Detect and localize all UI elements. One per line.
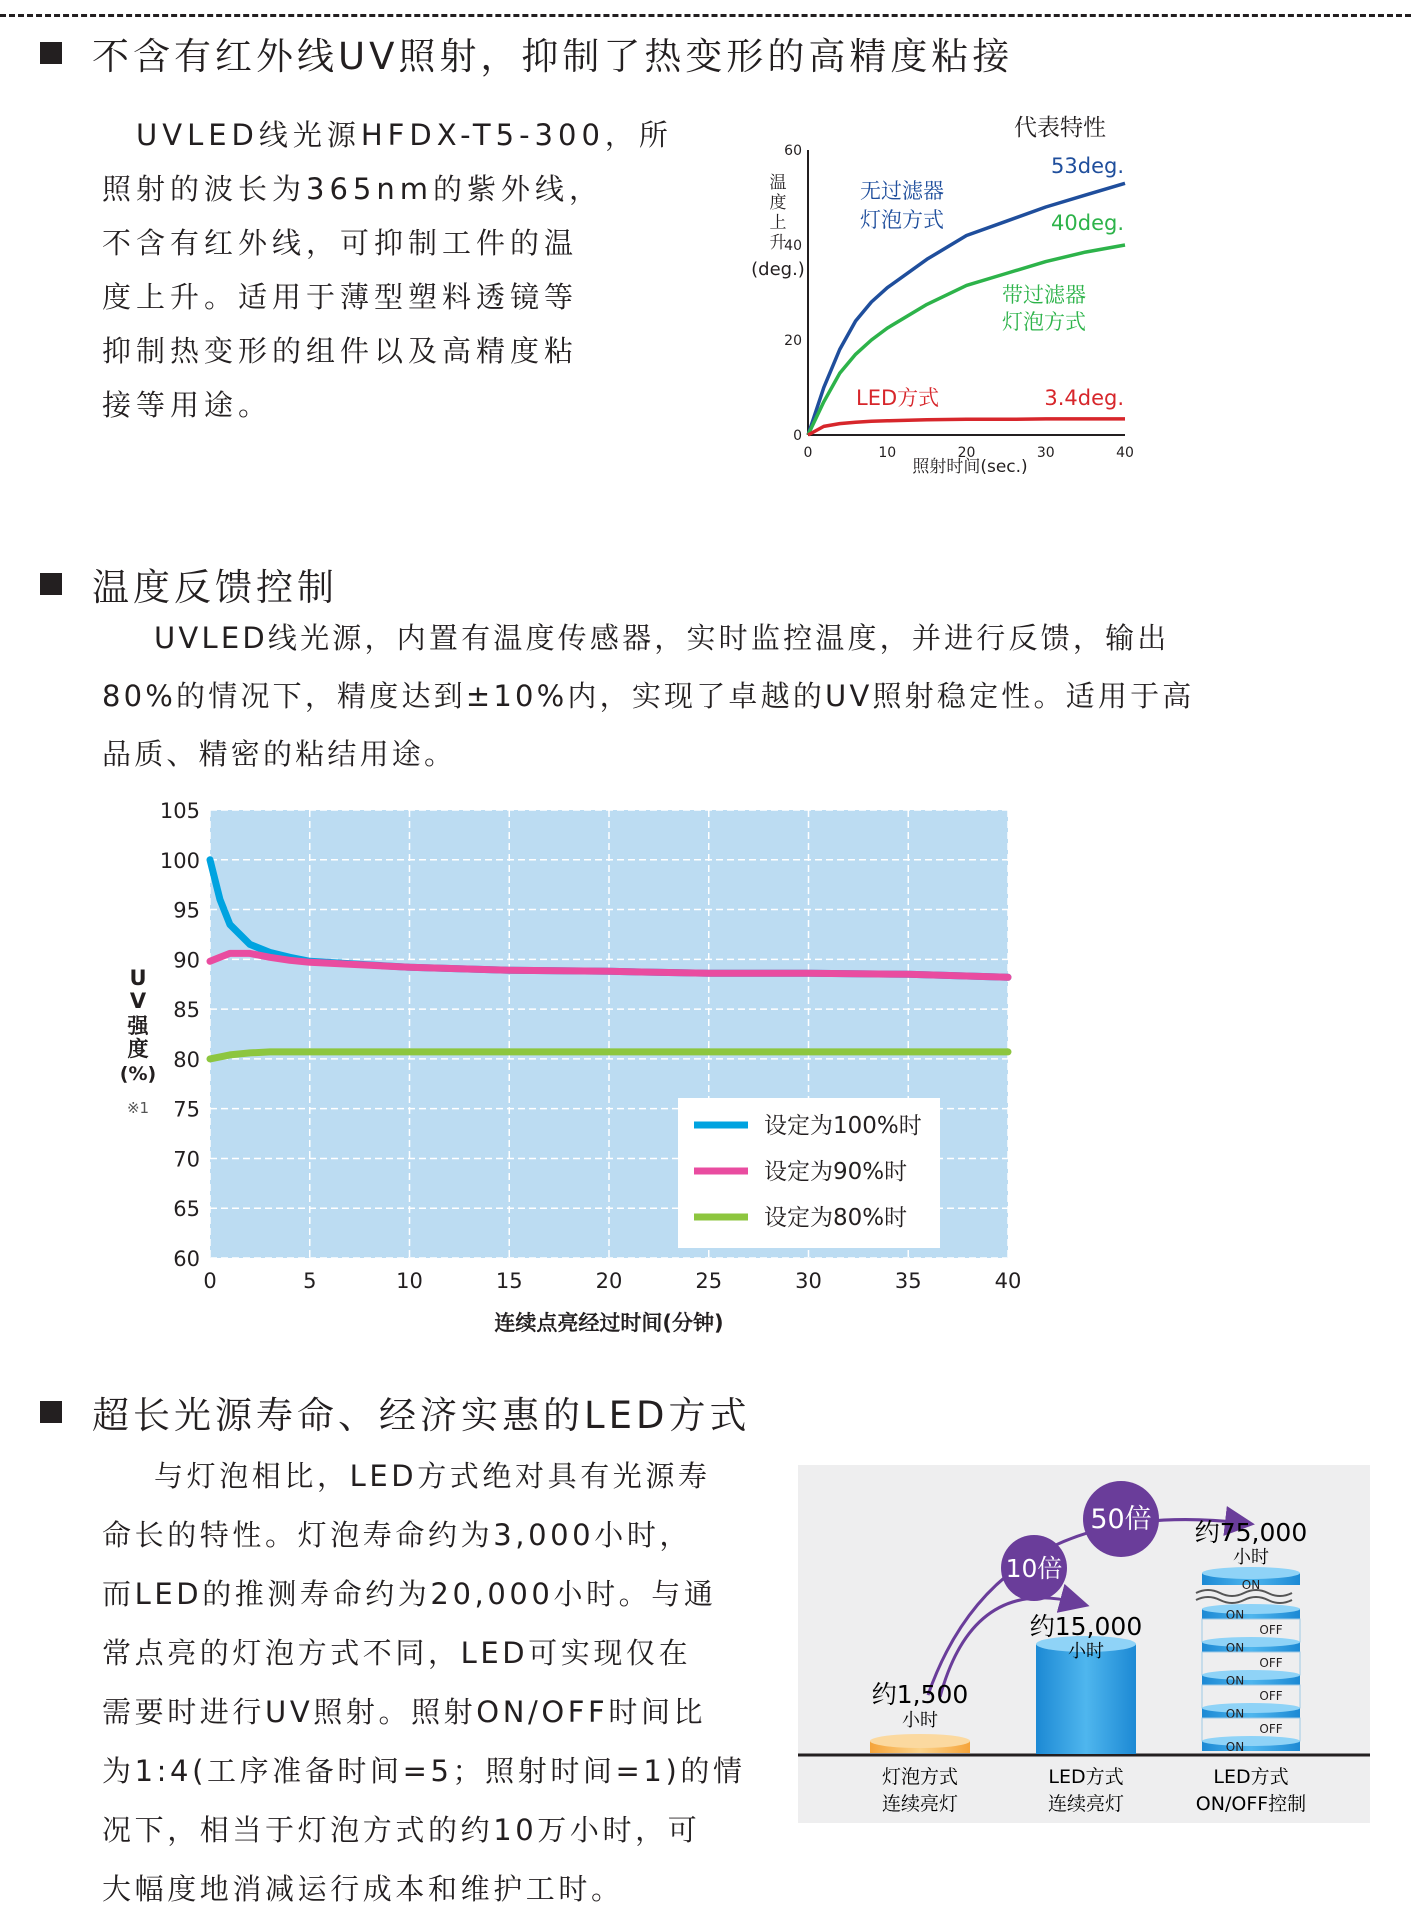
x-tick-label: 20 xyxy=(595,1269,623,1293)
on-label: ON xyxy=(1225,1707,1245,1721)
on-segment-top xyxy=(1202,1604,1300,1614)
x-tick-label: 10 xyxy=(396,1269,423,1293)
onoff-hours: 约75,000 xyxy=(1194,1518,1308,1547)
y-axis-label-part: (deg.) xyxy=(751,259,805,280)
y-axis-label-part: 度 xyxy=(127,1037,149,1061)
y-tick-label: 0 xyxy=(793,428,802,444)
x-axis-label: 连续点亮经过时间(分钟) xyxy=(494,1311,724,1335)
section2-paragraph xyxy=(102,609,1194,783)
paragraph-line: 度上升。适用于薄型塑料透镜等 xyxy=(102,280,579,314)
y-tick-label: 75 xyxy=(173,1097,200,1122)
paragraph-line: 80%的情况下，精度达到±10%内，实现了卓越的UV照射稳定性。适用于高 xyxy=(102,679,1195,713)
y-axis-label-part: U xyxy=(129,966,147,990)
section2-title: 温度反馈控制 xyxy=(92,566,338,609)
x-tick-label: 40 xyxy=(1116,445,1134,461)
on-segment-top xyxy=(1202,1670,1300,1680)
x-tick-label: 0 xyxy=(203,1269,217,1293)
on-label: ON xyxy=(1225,1740,1245,1754)
legend-label-90: 设定为90%时 xyxy=(764,1159,908,1185)
paragraph-line: 况下，相当于灯泡方式的约10万小时，可 xyxy=(102,1813,701,1847)
paragraph-line: 常点亮的灯泡方式不同，LED可实现仅在 xyxy=(102,1636,692,1670)
y-axis-label-part: (%) xyxy=(119,1063,157,1085)
on-label: ON xyxy=(1225,1641,1245,1655)
bulb-cylinder-top xyxy=(870,1734,970,1748)
x-tick-label: 15 xyxy=(495,1269,523,1293)
off-label: OFF xyxy=(1259,1656,1283,1670)
off-label: OFF xyxy=(1259,1722,1283,1736)
bulb-hours: 约1,500 xyxy=(871,1680,969,1709)
y-axis-label xyxy=(120,966,156,1085)
legend-label-100: 设定为100%时 xyxy=(764,1113,922,1139)
x-tick-label: 5 xyxy=(303,1269,317,1293)
paragraph-line: 为1:4(工序准备时间=5；照射时间=1)的情 xyxy=(102,1754,746,1788)
paragraph-line: 需要时进行UV照射。照射ON/OFF时间比 xyxy=(102,1695,707,1729)
x-axis-label: 照射时间(sec.) xyxy=(912,457,1028,477)
value-label-53deg: 53deg. xyxy=(1051,154,1124,178)
lifetime-comparison-diagram xyxy=(798,1465,1370,1823)
y-tick-label: 40 xyxy=(784,238,802,254)
section1-paragraph xyxy=(102,108,673,432)
x-tick-label: 25 xyxy=(695,1269,723,1293)
y-tick-label: 65 xyxy=(173,1197,200,1222)
led-label-line2: 连续亮灯 xyxy=(1047,1793,1125,1815)
y-axis-label-part: 升 xyxy=(769,233,787,253)
y-axis-label-part: 度 xyxy=(769,193,787,213)
y-axis-label-part: 温 xyxy=(769,173,787,193)
annotation-with-filter-line2: 灯泡方式 xyxy=(1002,310,1086,334)
y-axis-label-part: V xyxy=(129,989,147,1013)
y-tick-label: 95 xyxy=(173,898,200,923)
y-tick-label: 60 xyxy=(784,143,802,159)
paragraph-line: 品质、精密的粘结用途。 xyxy=(102,737,457,771)
y-tick-label: 105 xyxy=(159,799,200,823)
on-segment-top xyxy=(1202,1736,1300,1746)
bullet-square-icon xyxy=(40,573,62,595)
chart-legend xyxy=(678,1098,940,1248)
onoff-hours-unit: 小时 xyxy=(1233,1547,1269,1568)
bullet-square-icon xyxy=(40,1401,62,1423)
led-hours-unit: 小时 xyxy=(1068,1641,1104,1662)
on-segment-top xyxy=(1202,1637,1300,1647)
x-tick-label: 0 xyxy=(803,445,813,461)
bullet-square-icon xyxy=(40,42,62,64)
paragraph-line: 不含有红外线，可抑制工件的温 xyxy=(102,226,579,260)
off-label: OFF xyxy=(1259,1623,1283,1637)
paragraph-line: 接等用途。 xyxy=(102,388,273,422)
annotation-no-filter-line1: 无过滤器 xyxy=(860,179,944,203)
badge-50x-label: 50倍 xyxy=(1090,1504,1152,1535)
paragraph-line: 照射的波长为365nm的紫外线， xyxy=(102,172,603,206)
x-tick-label: 40 xyxy=(994,1269,1022,1293)
bulb-hours-unit: 小时 xyxy=(902,1710,938,1731)
section2-header xyxy=(40,557,338,611)
y-tick-label: 70 xyxy=(173,1147,200,1172)
x-tick-label: 20 xyxy=(957,445,976,461)
y-tick-label: 90 xyxy=(173,948,200,973)
led-hours: 约15,000 xyxy=(1029,1612,1143,1641)
section1-header xyxy=(40,26,1013,80)
chart-title: 代表特性 xyxy=(1014,115,1106,141)
paragraph-line: 与灯泡相比，LED方式绝对具有光源寿 xyxy=(154,1459,711,1493)
annotation-led: LED方式 xyxy=(856,386,940,410)
x-tick-label: 10 xyxy=(878,445,897,461)
temperature-rise-chart xyxy=(720,100,1160,480)
paragraph-line: 命长的特性。灯泡寿命约为3,000小时， xyxy=(102,1518,693,1552)
y-tick-label: 80 xyxy=(173,1047,200,1072)
annotation-no-filter-line2: 灯泡方式 xyxy=(860,208,944,232)
section3-header xyxy=(40,1385,750,1439)
led-label-line1: LED方式 xyxy=(1048,1766,1124,1788)
x-tick-labels xyxy=(203,1269,1021,1293)
uv-intensity-chart xyxy=(100,790,1040,1350)
bulb-label-line2: 连续亮灯 xyxy=(881,1793,959,1815)
y-tick-labels xyxy=(784,143,802,444)
y-tick-labels xyxy=(160,799,200,1271)
section3-paragraph xyxy=(102,1447,746,1919)
on-segment-top xyxy=(1202,1703,1300,1713)
badge-10x-label: 10倍 xyxy=(1005,1554,1063,1583)
x-tick-label: 30 xyxy=(795,1269,822,1293)
paragraph-line: UVLED线光源HFDX-T5-300，所 xyxy=(136,118,673,152)
on-label: ON xyxy=(1241,1578,1261,1592)
bulb-label-line1: 灯泡方式 xyxy=(881,1766,959,1788)
onoff-label-line2: ON/OFF控制 xyxy=(1195,1793,1307,1815)
y-tick-label: 20 xyxy=(784,333,802,349)
onoff-label-line1: LED方式 xyxy=(1213,1766,1289,1788)
paragraph-line: UVLED线光源，内置有温度传感器，实时监控温度，并进行反馈，输出 xyxy=(154,621,1170,655)
footnote-mark: ※1 xyxy=(126,1099,150,1117)
y-tick-label: 85 xyxy=(173,998,200,1023)
off-label: OFF xyxy=(1259,1689,1283,1703)
y-tick-label: 60 xyxy=(173,1247,200,1271)
section1-title: 不含有红外线UV照射，抑制了热变形的高精度粘接 xyxy=(92,35,1014,78)
legend-label-80: 设定为80%时 xyxy=(764,1205,908,1231)
paragraph-line: 大幅度地消减运行成本和维护工时。 xyxy=(102,1872,624,1906)
y-axis-label xyxy=(751,173,805,280)
section3-title: 超长光源寿命、经济实惠的LED方式 xyxy=(92,1394,751,1437)
y-tick-label: 100 xyxy=(159,848,200,873)
paragraph-line: 抑制热变形的组件以及高精度粘 xyxy=(102,334,579,368)
on-label: ON xyxy=(1225,1674,1245,1688)
value-label-3.4deg: 3.4deg. xyxy=(1044,386,1124,410)
value-label-40deg: 40deg. xyxy=(1051,211,1124,235)
on-label: ON xyxy=(1225,1608,1245,1622)
x-tick-label: 30 xyxy=(1036,445,1055,461)
paragraph-line: 而LED的推测寿命约为20,000小时。与通 xyxy=(102,1577,717,1611)
x-tick-label: 35 xyxy=(894,1269,922,1293)
top-dashed-divider xyxy=(0,14,1411,17)
y-axis-label-part: 上 xyxy=(769,213,787,233)
y-axis-label-part: 强 xyxy=(127,1014,149,1038)
annotation-with-filter-line1: 带过滤器 xyxy=(1002,283,1086,307)
series-line-led xyxy=(808,419,1125,435)
